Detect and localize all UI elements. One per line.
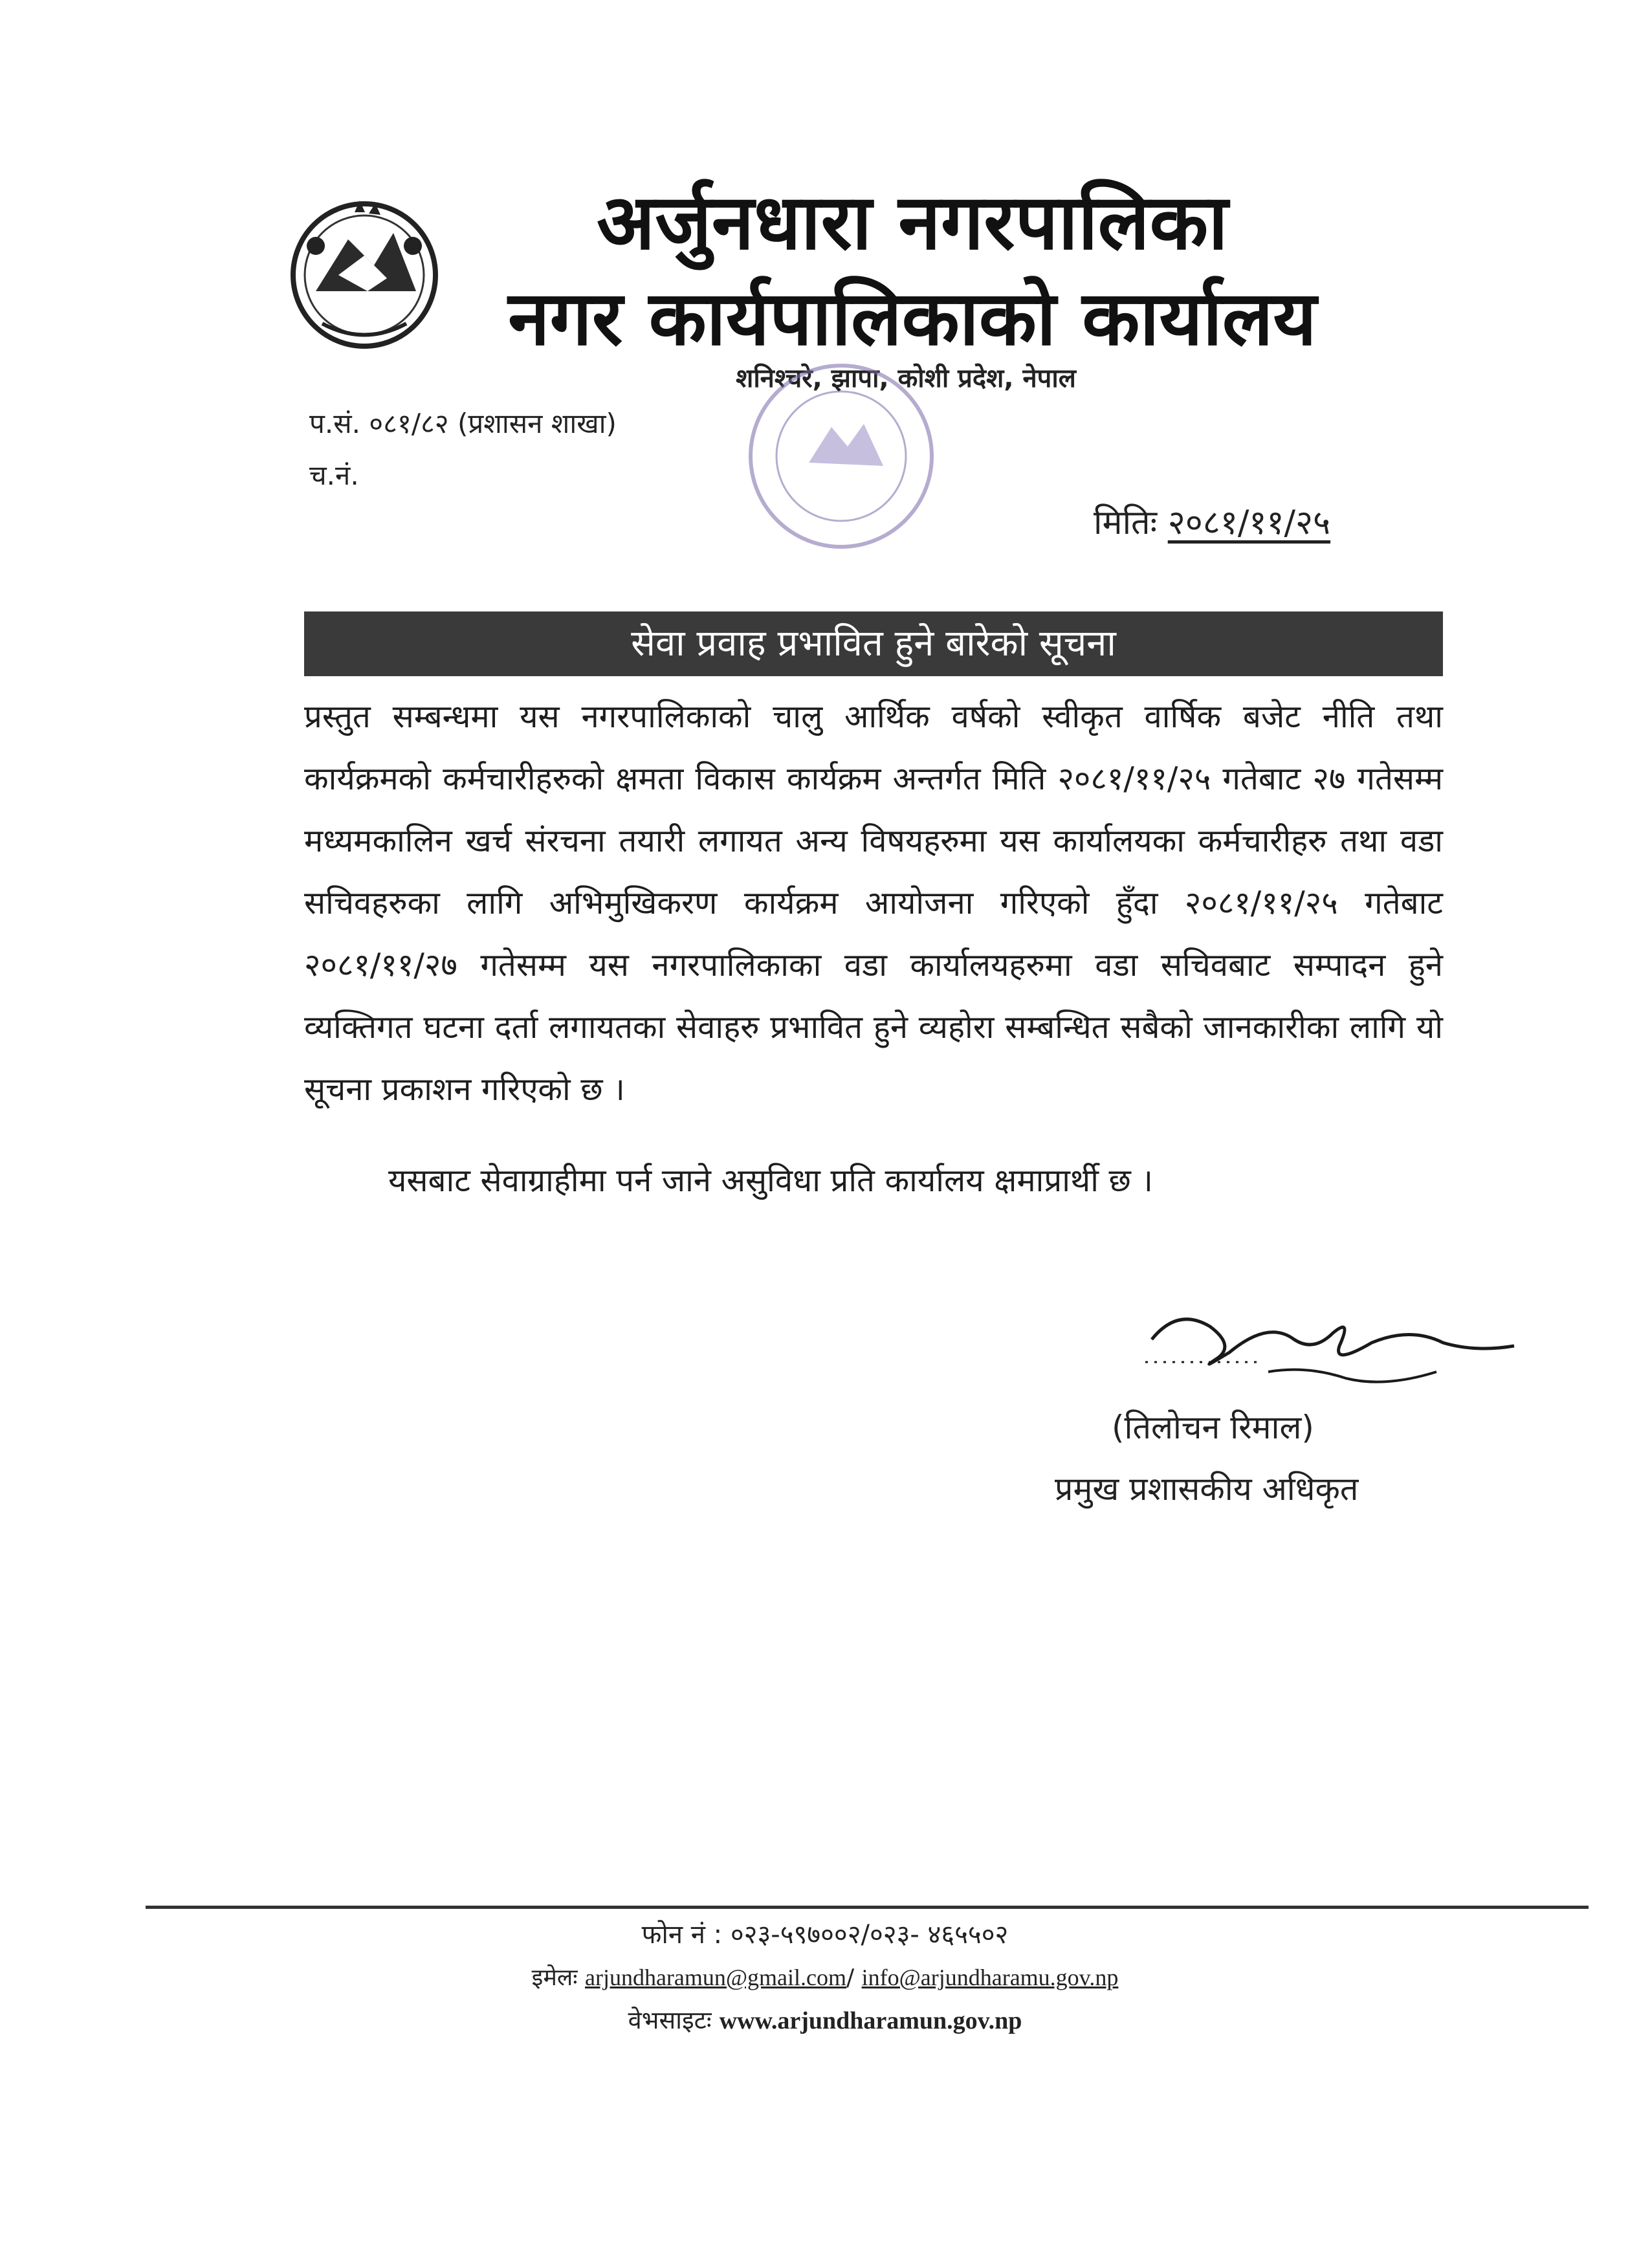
notice-title: सेवा प्रवाह प्रभावित हुने बारेको सूचना xyxy=(304,611,1443,676)
footer-divider xyxy=(146,1906,1589,1909)
reference-number: प.सं. ०८१/८२ (प्रशासन शाखा) xyxy=(309,408,617,439)
office-address: शनिश्चरे, झापा, कोशी प्रदेश, नेपाल xyxy=(736,364,1076,393)
emblem-icon xyxy=(277,194,452,356)
footer-phone: फोन नं : ०२३-५९७००२/०२३- ४६५५०२ xyxy=(641,1920,1009,1950)
letter-date xyxy=(1094,498,1330,544)
office-stamp-icon xyxy=(738,353,945,560)
notice-paragraph: प्रस्तुत सम्बन्धमा यस नगरपालिकाको चालु आर्थिक वर्षको स्वीकृत वार्षिक बजेट नीति तथा कार्यक्रमको कर्मचारीहरुको क्षमता विकास कार्यक्रम अन्तर्गत मिति २०८१/११/२५ गतेबाट २७ गतेसम्म मध्यमकालिन खर्च संरचना तयारी लगायत अन्य विषयहरुमा यस कार्यालयका कर्मचारीहरु तथा वडा सचिवहरुका लागि अभिमुखिकरण कार्यक्रम आयोजना गरिएको हुँदा २०८१/११/२५ गतेबाट २०८१/११/२७ गतेसम्म यस नगरपालिकाका वडा कार्यालयहरुमा वडा सचिवबाट सम्पादन हुने व्यक्तिगत घटना दर्ता लगायतका सेवाहरु प्रभावित हुने व्यहोरा सम्बन्धित सबैको जानकारीका लागि यो सूचना प्रकाशन गरिएको छ । xyxy=(304,698,1443,1108)
email-label: इमेलः xyxy=(531,1965,578,1991)
dispatch-number: च.नं. xyxy=(309,459,359,491)
signatory-name: (तिलोचन रिमाल) xyxy=(1112,1409,1314,1446)
website-label: वेभसाइटः xyxy=(628,2006,712,2034)
footer-website xyxy=(0,2003,1650,2036)
email-link-info[interactable]: info@arjundharamu.gov.np xyxy=(861,1965,1119,1990)
signatory-title: प्रमुख प्रशासकीय अधिकृत xyxy=(1055,1470,1359,1508)
org-name: अर्जुनधारा नगरपालिका xyxy=(597,177,1228,267)
date-value: २०८१/११/२५ xyxy=(1167,503,1331,542)
email-separator: / xyxy=(846,1965,855,1991)
office-name: नगर कार्यपालिकाको कार्यालय xyxy=(508,275,1317,362)
date-label: मितिः xyxy=(1094,503,1158,542)
notice-body xyxy=(304,686,1443,1121)
footer-email xyxy=(0,1961,1650,1992)
email-link-primary[interactable]: arjundharamun@gmail.com xyxy=(584,1965,847,1990)
signature-icon xyxy=(1139,1281,1527,1411)
notice-closing: यसबाट सेवाग्राहीमा पर्न जाने असुविधा प्रति कार्यालय क्षमाप्रार्थी छ । xyxy=(388,1162,1153,1199)
website-link[interactable]: www.arjundharamun.gov.np xyxy=(719,2007,1022,2034)
